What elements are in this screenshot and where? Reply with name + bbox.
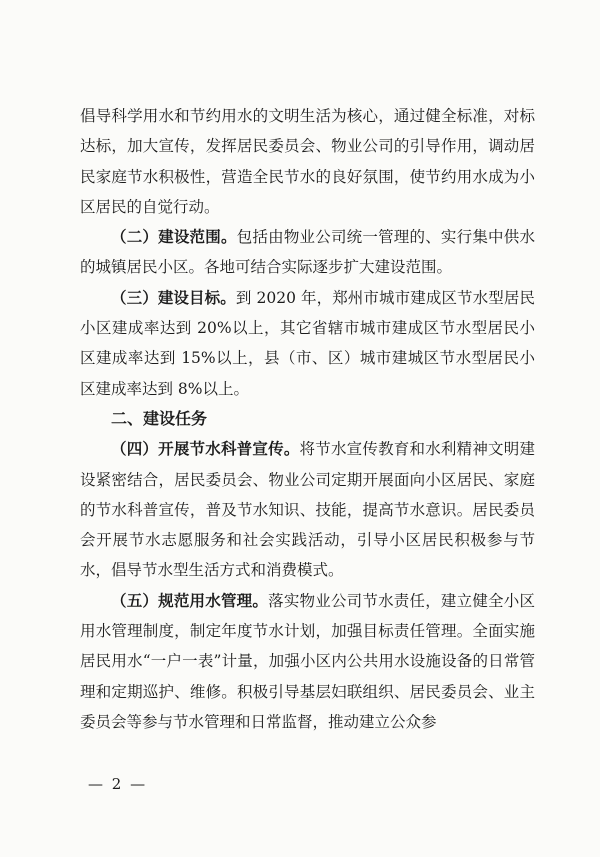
paragraph-label: （四）开展节水科普宣传。 bbox=[111, 439, 300, 459]
paragraph-construction-goal bbox=[80, 283, 535, 404]
paragraph-text: 到 2020 年，郑州市城市建成区节水型居民小区建成率达到 20%以上，其它省辖市城市建成区节水型居民小区建成率达到 15%以上，县（市、区）城市建城区节水型居民小区建成率达到 8%以上。 bbox=[80, 288, 535, 398]
document-body bbox=[80, 101, 535, 737]
paragraph-water-management bbox=[80, 586, 535, 737]
paragraph-publicity bbox=[80, 434, 535, 585]
paragraph-text: 落实物业公司节水责任，建立健全小区用水管理制度，制定年度节水计划，加强目标责任管理。全面实施居民用水“一户一表”计量，加强小区内公共用水设施设备的日常管理和定期巡护、维修。积极引导基层妇联组织、居民委员会、业主委员会等参与节水管理和日常监督，推动建立公众参 bbox=[80, 591, 535, 731]
paragraph-text: 将节水宣传教育和水利精神文明建设紧密结合，居民委员会、物业公司定期开展面向小区居民、家庭的节水科普宣传，普及节水知识、技能，提高节水意识。居民委员会开展节水志愿服务和社会实践活动，引导小区居民积极参与节水，倡导节水型生活方式和消费模式。 bbox=[80, 440, 535, 580]
paragraph-label: （三）建设目标。 bbox=[111, 287, 236, 307]
paragraph-label: （五）规范用水管理。 bbox=[111, 590, 269, 610]
paragraph-text: 包括由物业公司统一管理的、实行集中供水的城镇居民小区。各地可结合实际逐步扩大建设范围。 bbox=[80, 228, 535, 277]
paragraph-construction-scope bbox=[80, 222, 535, 283]
page-number: — 2 — bbox=[88, 775, 148, 793]
paragraph-label: （二）建设范围。 bbox=[111, 227, 237, 247]
section-heading: 二、建设任务 bbox=[111, 408, 208, 428]
paragraph-intro-continued: 倡导科学用水和节约用水的文明生活为核心，通过健全标准，对标达标，加大宣传，发挥居民委员会、物业公司的引导作用，调动居民家庭节水积极性，营造全民节水的良好氛围，使节约用水成为小区居民的自觉行动。 bbox=[80, 107, 535, 216]
